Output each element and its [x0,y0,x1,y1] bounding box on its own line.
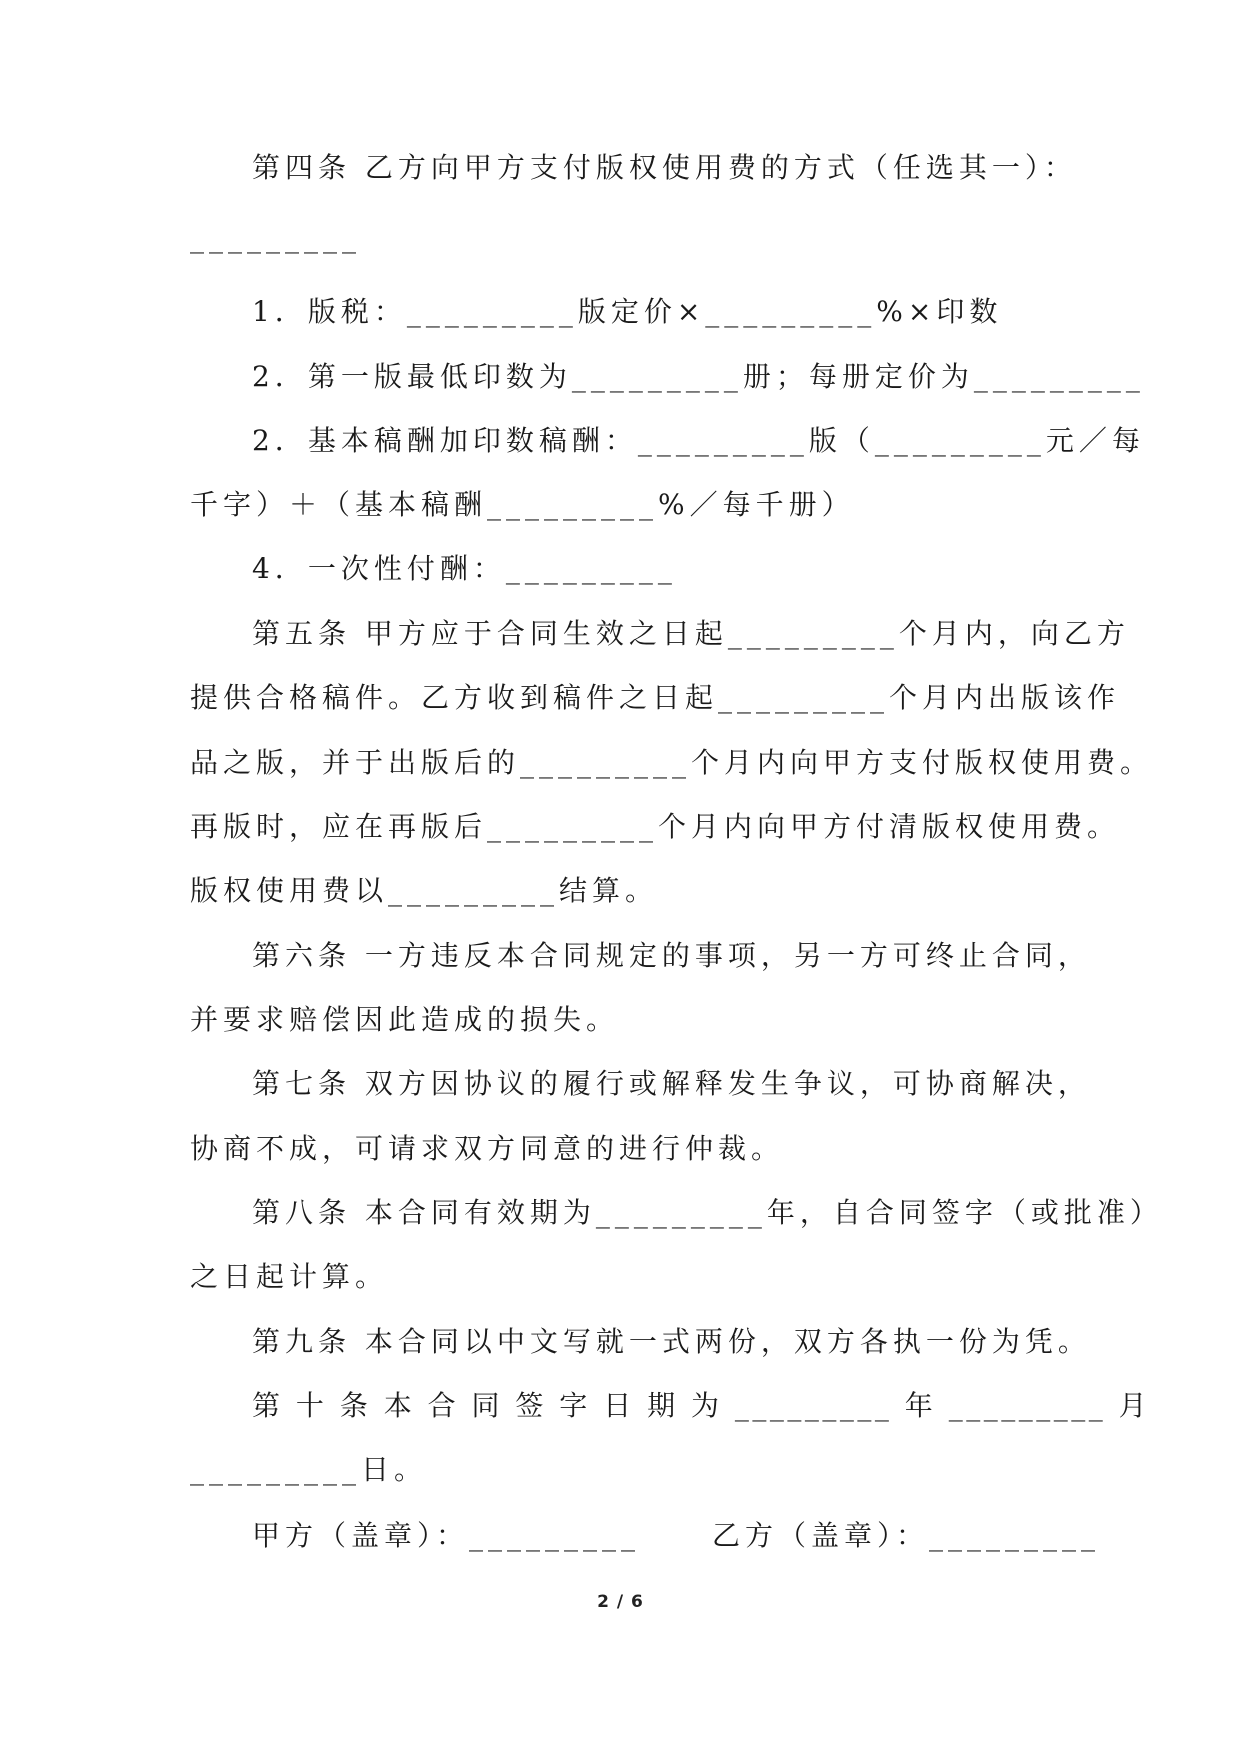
clause-8-line-2: 之日起计算。 [190,1260,389,1293]
clause-5-line-4: 再版时，应在再版后_________个月内向甲方付清版权使用费。 [190,810,1121,843]
clause-7-line-1: 第七条 双方因协议的履行或解释发生争议，可协商解决， [252,1067,1091,1100]
clause-6-line-2: 并要求赔偿因此造成的损失。 [190,1003,620,1036]
page-number: 2 / 6 [597,1592,644,1612]
clause-4-heading: 第四条 乙方向甲方支付版权使用费的方式（任选其一）： [252,151,1077,184]
option-base-fee-cont: 千字）＋（基本稿酬_________%／每千册） [190,488,855,521]
clause-5-line-3: 品之版，并于出版后的_________个月内向甲方支付版权使用费。 [190,746,1154,779]
clause-6-line-1: 第六条 一方违反本合同规定的事项，另一方可终止合同， [252,939,1091,972]
option-lump-sum: 4．一次性付酬：_________ [252,552,677,585]
clause-10-line-2: _________日。 [190,1453,428,1486]
signature-party-b: 乙方（盖章）：_________ [712,1519,1101,1552]
clause-10-line-1: 第 十 条 本 合 同 签 字 日 期 为 _________ 年 _________ 月 [252,1389,1151,1422]
clause-7-line-2: 协商不成，可请求双方同意的进行仲裁。 [190,1132,785,1165]
option-royalty: 1．版税：_________版定价×_________%×印数 [252,295,1003,328]
clause-5-line-1: 第五条 甲方应于合同生效之日起_________个月内，向乙方 [252,617,1130,650]
clause-5-line-5: 版权使用费以_________结算。 [190,874,659,907]
option-first-print: 2．第一版最低印数为_________册；每册定价为_________ [252,360,1145,393]
signature-party-a: 甲方（盖章）：_________ [252,1519,641,1552]
clause-8-line-1: 第八条 本合同有效期为_________年，自合同签字（或批准） [252,1196,1163,1229]
option-base-fee: 2．基本稿酬加印数稿酬：_________版（_________元／每 [252,424,1145,457]
clause-5-line-2: 提供合格稿件。乙方收到稿件之日起_________个月内出版该作 [190,681,1121,714]
blank-line: _________ [190,221,361,254]
clause-9: 第九条 本合同以中文写就一式两份，双方各执一份为凭。 [252,1325,1091,1358]
